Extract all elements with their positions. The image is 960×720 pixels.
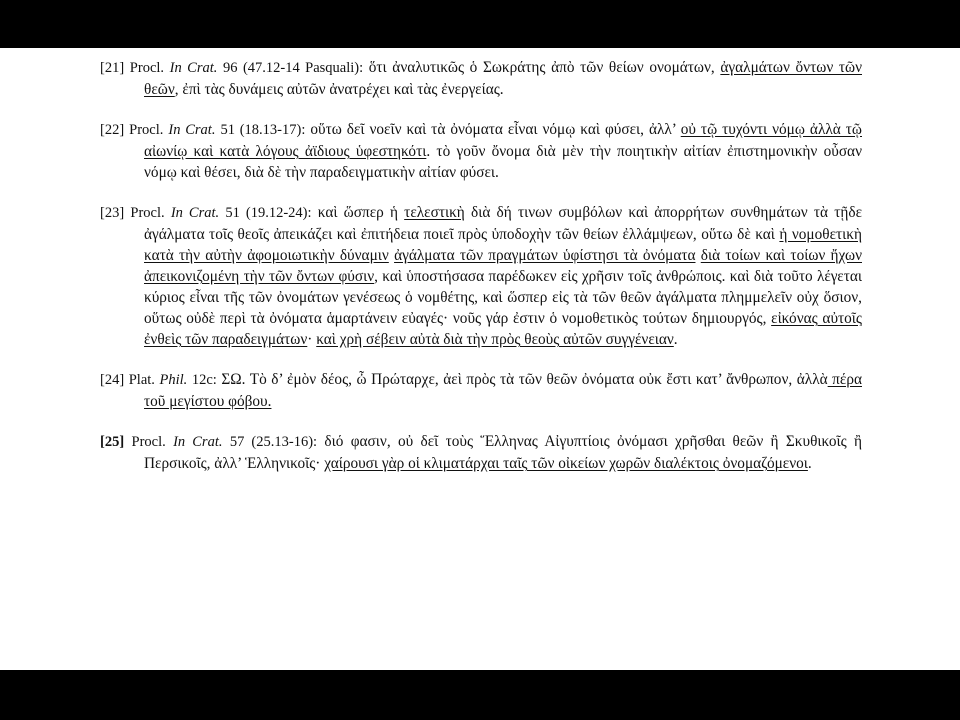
quote-text: . τὸ γοῦν ὄνομα διὰ μὲν τὴν ποιητικὴν αἰτίαν ἐπιστημονικὴν οὖσαν νόμῳ καὶ θέσει, διὰ δὲ τὴν παραδειγματικὴν αἰτίαν φύσει. bbox=[144, 143, 862, 181]
quote-text: , ἐπὶ τὰς δυνάμεις αὐτῶν ἀνατρέχει καὶ τὰς ἐνεργείας. bbox=[174, 81, 504, 98]
underlined-phrase: καὶ χρὴ σέβειν αὐτὰ διὰ τὴν πρὸς θεοὺς αὐτῶν συγγένειαν bbox=[316, 331, 674, 348]
source-work: In Crat. bbox=[168, 122, 216, 138]
entry-number: [22] bbox=[100, 122, 125, 138]
citation-entry bbox=[100, 431, 862, 474]
underlined-phrase: πέρα τοῦ μεγίστου φόβου. bbox=[144, 371, 862, 410]
underlined-phrase: ἀγάλματα τῶν πραγμάτων ὑφίστησι τὰ ὀνόματα bbox=[394, 247, 696, 264]
source-author: Procl. bbox=[131, 434, 166, 450]
source-location: 57 (25.13-16): bbox=[229, 434, 318, 450]
citation-entry bbox=[100, 119, 862, 183]
source-author: Procl. bbox=[130, 205, 165, 221]
underlined-phrase: οὐ τῷ τυχόντι νόμῳ ἀλλὰ τῷ αἰωνίῳ καὶ κατὰ λόγους ἀϊδιους ὑφεστηκότι bbox=[144, 121, 862, 160]
entry-number: [24] bbox=[100, 372, 125, 388]
quote-text: καὶ ὥσπερ ἡ bbox=[317, 204, 405, 221]
source-work: In Crat. bbox=[170, 205, 220, 221]
quote-text: , καὶ ὑποστήσασα παρέδωκεν εἰς χρῆσιν τοῖς ἀνθρώποις. καὶ διὰ τοῦτο λέγεται κύριος εἶναι τῆς τῶν ὀνομάτων γενέσεως ὁ νομθέτης, καὶ ὥσπερ εἰς τὰ τῶν θεῶν ἀγάλματα πλημμελεῖν οὐχ ὅσιον, οὕτως οὐδὲ περὶ τὰ ὀνόματα ἁμαρτάνειν εὐαγές· νοῦς γάρ ἐστιν ὁ νομοθετικὸς τούτων δημιουργός, bbox=[144, 268, 862, 327]
underlined-phrase: τελεστικὴ bbox=[404, 204, 465, 221]
underlined-phrase: ἡ νομοθετικὴ κατὰ τὴν αὐτὴν ἀφομοιωτικὴν δύναμιν bbox=[144, 226, 862, 264]
source-author: Plat. bbox=[128, 372, 155, 388]
source-author: Procl. bbox=[129, 122, 164, 138]
source-location: 51 (19.12-24): bbox=[225, 205, 312, 221]
quote-text: ΣΩ. Τὸ δ’ ἐμὸν δέος, ὦ Πρώταρχε, ἀεὶ πρὸς τὰ τῶν θεῶν ὀνόματα οὐκ ἔστι κατ’ ἄνθρωπον, ἀλλὰ bbox=[221, 371, 828, 388]
entry-number: [25] bbox=[100, 434, 125, 450]
source-work: Phil. bbox=[159, 372, 188, 388]
citation-entry bbox=[100, 202, 862, 350]
slide-page bbox=[0, 48, 960, 670]
quote-text: . bbox=[807, 455, 812, 472]
quote-text: οὕτω δεῖ νοεῖν καὶ τὰ ὀνόματα εἶναι νόμῳ καὶ φύσει, ἀλλ’ bbox=[310, 121, 681, 138]
quote-text: . bbox=[673, 331, 678, 348]
citation-list bbox=[100, 57, 862, 493]
entry-number: [21] bbox=[100, 60, 125, 76]
underlined-phrase: διὰ τοίων καὶ τοίων ἤχων ἀπεικονιζομένη τὴν τῶν ὄντων φύσιν bbox=[144, 247, 862, 285]
quote-text: · bbox=[307, 331, 317, 348]
citation-entry bbox=[100, 369, 862, 412]
quote-text: διό φασιν, οὐ δεῖ τοὺς Ἕλληνας Αἰγυπτίοις ὀνόμασι χρῆσθαι θεῶν ἢ Σκυθικοῖς ἢ Περσικοῖς, ἀλλ’ Ἑλληνικοῖς· bbox=[144, 433, 863, 472]
quote-text: ὅτι ἀναλυτικῶς ὁ Σωκράτης ἀπὸ τῶν θείων ονομάτων, bbox=[368, 59, 721, 76]
quote-text: διὰ δή τινων συμβόλων καὶ ἀπορρήτων συνθημάτων τὰ τῇδε ἀγάλματα τοῖς θεοῖς ἀπεικάζει καὶ ἐπιτήδεια ποιεῖ πρὸς ὑποδοχὴν τῶν θείων ἐλλάμψεων, οὕτω δὲ καὶ bbox=[144, 204, 863, 243]
entry-number: [23] bbox=[100, 205, 125, 221]
source-location: 12c: bbox=[191, 372, 217, 388]
underlined-phrase: εἰκόνας αὐτοῖς ἐνθεὶς τῶν παραδειγμάτων bbox=[144, 310, 862, 348]
underlined-phrase: χαίρουσι γὰρ οἱ κλιματάρχαι ταῖς τῶν οἰκείων χωρῶν διαλέκτοις ὀνομαζόμενοι bbox=[324, 455, 808, 472]
source-work: In Crat. bbox=[169, 60, 218, 76]
underlined-phrase: ἀγαλμάτων ὄντων τῶν θεῶν bbox=[144, 59, 862, 98]
source-location: 51 (18.13-17): bbox=[220, 122, 306, 138]
source-location: 96 (47.12-14 Pasquali): bbox=[223, 60, 364, 76]
citation-entry bbox=[100, 57, 862, 100]
source-author: Procl. bbox=[129, 60, 165, 76]
source-work: In Crat. bbox=[173, 434, 223, 450]
